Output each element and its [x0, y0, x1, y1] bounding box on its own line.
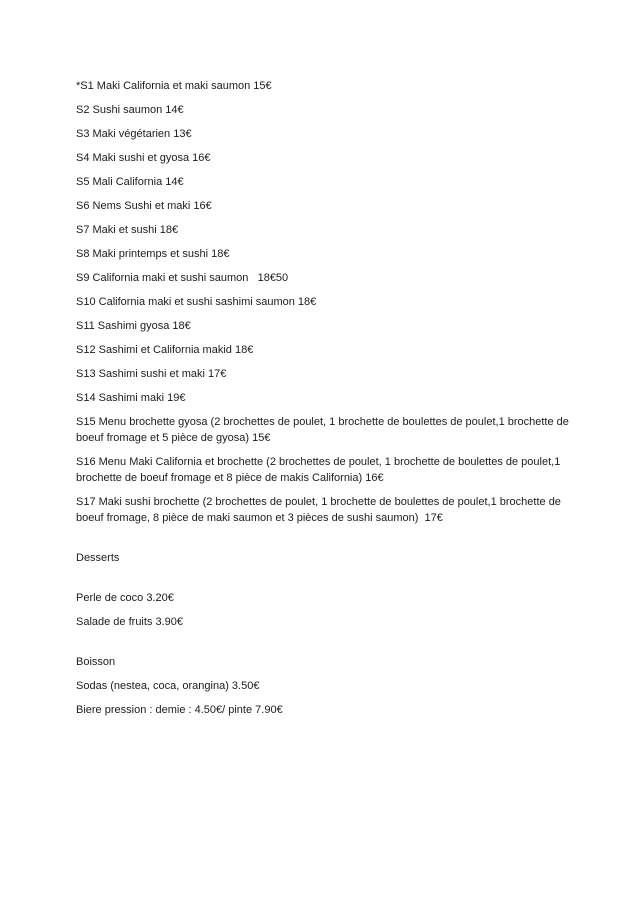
dessert-item-perle-de-coco: Perle de coco 3.20€ — [76, 592, 174, 604]
menu-item-s14: S14 Sashimi maki 19€ — [76, 392, 186, 404]
menu-item-s17: S17 Maki sushi brochette (2 brochettes de poulet, 1 brochette de boulettes de poulet,1 brochette de boeuf fromage, 8 pièce de maki saumon et 3 pièces de sushi saumon) 17€ — [76, 496, 564, 524]
menu-item-s7: S7 Maki et sushi 18€ — [76, 224, 179, 236]
menu-item-s10: S10 California maki et sushi sashimi saumon 18€ — [76, 296, 317, 308]
drinks-heading: Boisson — [76, 656, 116, 668]
dessert-item-salade-de-fruits: Salade de fruits 3.90€ — [76, 616, 184, 628]
menu-item-s13: S13 Sashimi sushi et maki 17€ — [76, 368, 227, 380]
drink-item-sodas: Sodas (nestea, coca, orangina) 3.50€ — [76, 680, 260, 692]
menu-item-s2: S2 Sushi saumon 14€ — [76, 104, 184, 116]
menu-item-s9: S9 California maki et sushi saumon 18€50 — [76, 272, 289, 284]
menu-item-s1: *S1 Maki California et maki saumon 15€ — [76, 80, 272, 92]
menu-item-s15: S15 Menu brochette gyosa (2 brochettes de poulet, 1 brochette de boulettes de poulet,1 brochette de boeuf fromage et 5 pièce de gyosa) 15€ — [76, 416, 572, 444]
menu-item-s8: S8 Maki printemps et sushi 18€ — [76, 248, 230, 260]
menu-item-s16: S16 Menu Maki California et brochette (2 brochettes de poulet, 1 brochette de boulettes de poulet,1 brochette de boeuf fromage et 8 pièce de makis California) 16€ — [76, 456, 564, 484]
menu-item-s12: S12 Sashimi et California makid 18€ — [76, 344, 254, 356]
menu-item-s6: S6 Nems Sushi et maki 16€ — [76, 200, 212, 212]
menu-item-s11: S11 Sashimi gyosa 18€ — [76, 320, 191, 332]
menu-item-s5: S5 Mali California 14€ — [76, 176, 184, 188]
desserts-heading: Desserts — [76, 552, 120, 564]
menu-item-s4: S4 Maki sushi et gyosa 16€ — [76, 152, 211, 164]
drink-item-biere-pression: Biere pression : demie : 4.50€/ pinte 7.90€ — [76, 704, 283, 716]
menu-item-s3: S3 Maki végétarien 13€ — [76, 128, 192, 140]
